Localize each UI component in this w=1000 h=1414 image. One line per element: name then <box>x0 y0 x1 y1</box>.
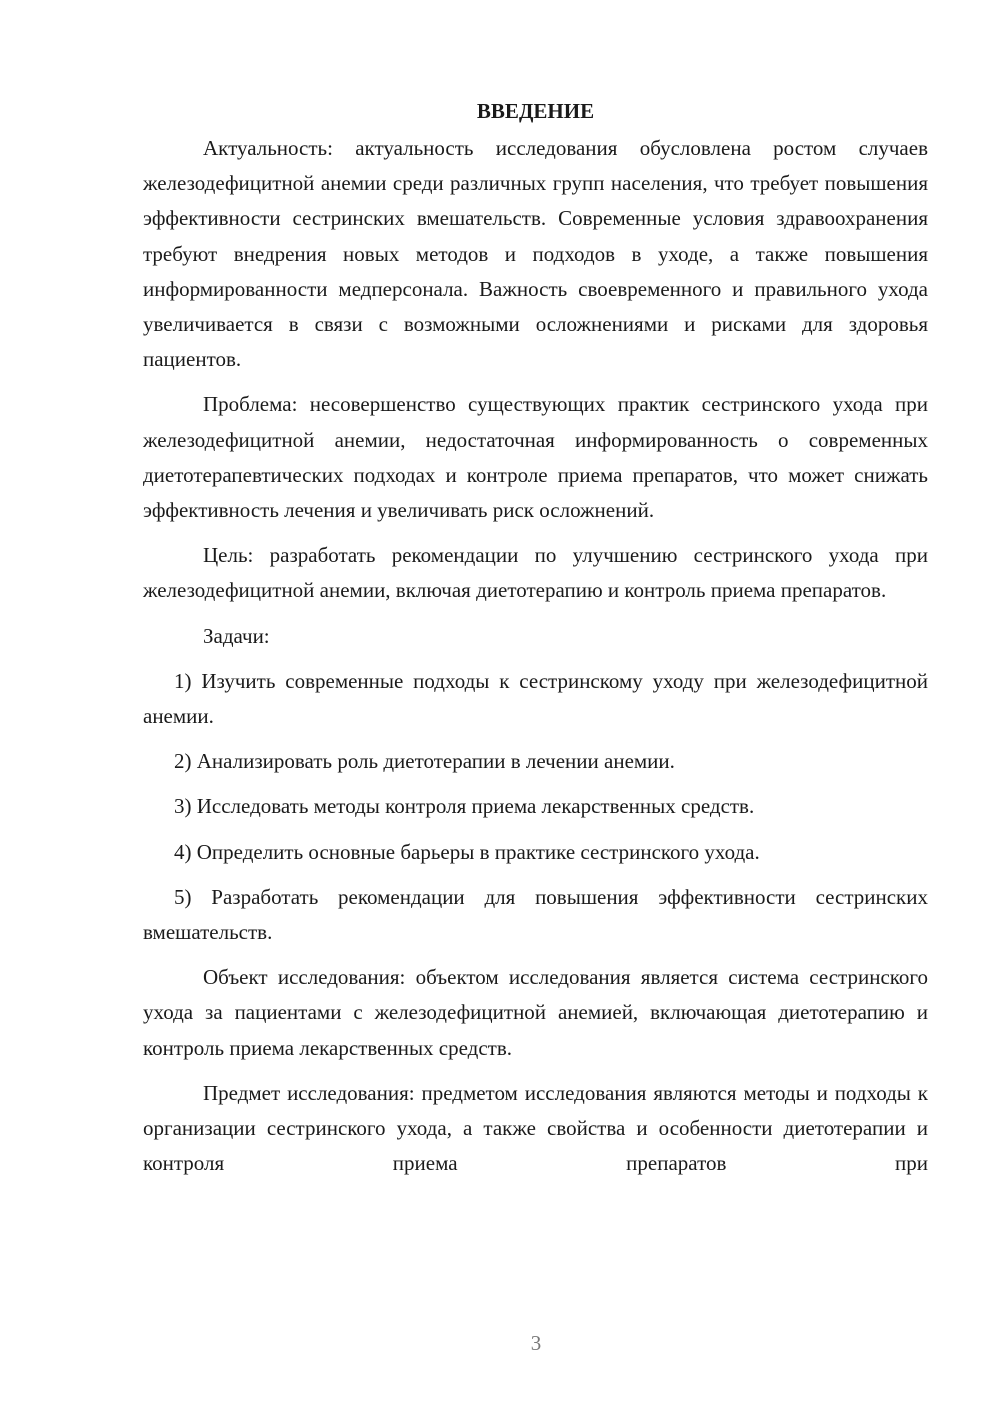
goal-paragraph: Цель: разработать рекомендации по улучшению сестринского ухода при железодефицитной анемии, включая диетотерапию и контроль приема препаратов. <box>143 543 928 603</box>
task-item-3: 3) Исследовать методы контроля приема лекарственных средств. <box>174 794 755 819</box>
task-item-1: 1) Изучить современные подходы к сестринскому уходу при железодефицитной анемии. <box>143 668 928 729</box>
task-item-4: 4) Определить основные барьеры в практике сестринского ухода. <box>174 839 760 864</box>
object-paragraph: Объект исследования: объектом исследования является система сестринского ухода за пациентами с железодефицитной анемией, включающая диетотерапию и контроль приема лекарственных средств. <box>143 965 928 1060</box>
task-item-5: 5) Разработать рекомендации для повышения эффективности сестринских вмешательств. <box>143 884 928 945</box>
subject-paragraph: Предмет исследования: предметом исследования являются методы и подходы к организации сестринского ухода, а также свойства и особенности диетотерапии и контроля приема препаратов при <box>143 1080 928 1176</box>
relevance-paragraph: Актуальность: актуальность исследования обусловлена ростом случаев железодефицитной анемии среди различных групп населения, что требует повышения эффективности сестринских вмешательств. Современные условия здравоохранения требуют внедрения новых методов и подходов в уходе, а также повышения информированности медперсонала. Важность своевременного и правильного ухода увеличивается в связи с возможными осложнениями и рисками для здоровья пациентов. <box>143 136 928 372</box>
page-number: 3 <box>530 1331 542 1355</box>
problem-paragraph: Проблема: несовершенство существующих практик сестринского ухода при железодефицитной анемии, недостаточная информированность о современных диетотерапевтических подходах и контроле приема препаратов, что может снижать эффективность лечения и увеличивать риск осложнений. <box>143 392 928 523</box>
page-content <box>143 94 928 1181</box>
section-heading: ВВЕДЕНИЕ <box>476 99 595 123</box>
task-item-2: 2) Анализировать роль диетотерапии в лечении анемии. <box>174 749 675 774</box>
tasks-label: Задачи: <box>203 623 270 648</box>
